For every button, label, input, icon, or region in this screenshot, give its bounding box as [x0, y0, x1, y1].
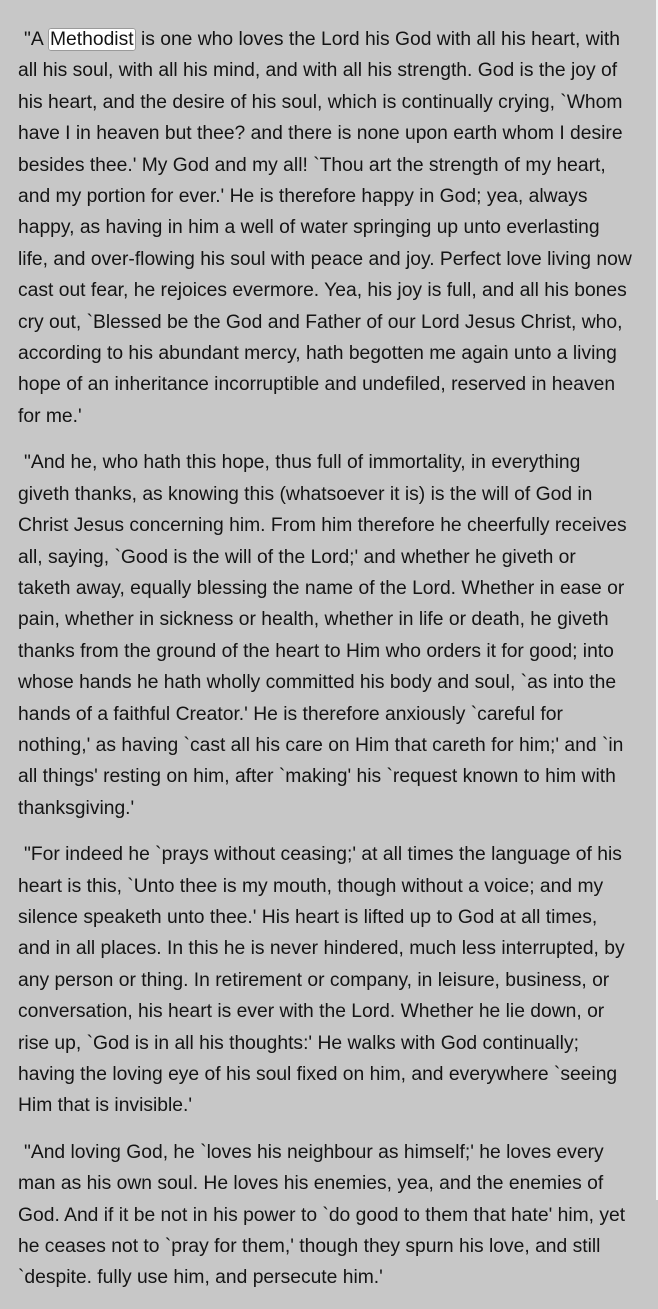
highlighted-word[interactable]: Methodist: [50, 29, 134, 50]
paragraph-3: "For indeed he `prays without ceasing;' at all times the language of his heart is this, `Unto thee is my mouth, though without a voice; and my silence speaketh unto thee.' His heart is lifted up to God at all times, and in all places. In this he is never hindered, much less interrupted, by any person or thing. In retirement or company, in leisure, business, or conversation, his heart is ever with the Lord. Whether he lie down, or rise up, `God is in all his thoughts:' He walks with God continually; having the loving eye of his soul fixed on him, and everywhere `seeing Him that is invisible.': [18, 844, 625, 1117]
paragraph-4: "And loving God, he `loves his neighbour as himself;' he loves every man as his own soul. He loves his enemies, yea, and the enemies of God. And if it be not in his power to `do good to them that hate' him, yet he ceases not to `pray for them,' though they spurn his love, and still `despite. fully use him, and persecute him.': [18, 1141, 626, 1289]
top-bar: [0, 0, 658, 6]
paragraph-1-rest: is one who loves the Lord his God with all his heart, with all his soul, with all his mind, and with all his strength. God is the joy of his heart, and the desire of his soul, which is continually crying, `Whom have I in heaven but thee? and there is none upon earth whom I desire besides thee.' My God and my all! `Thou art the strength of my heart, and my portion for ever.' He is therefore happy in God; yea, always happy, as having in him a well of water springing up unto everlasting life, and over-flowing his soul with peace and joy. Perfect love living now cast out fear, he rejoices evermore. Yea, his joy is full, and all his bones cry out, `Blessed be the God and Father of our Lord Jesus Christ, who, according to his abundant mercy, hath begotten me again unto a living hope of an inheritance incorruptible and undefiled, reserved in heaven for me.': [18, 29, 632, 427]
paragraph-2: "And he, who hath this hope, thus full of immortality, in everything giveth thanks, as knowing this (whatsoever it is) is the will of God in Christ Jesus concerning him. From him therefore he cheerfully receives all, saying, `Good is the will of the Lord;' and whether he giveth or taketh away, equally blessing the name of the Lord. Whether in ease or pain, whether in sickness or health, whether in life or death, he giveth thanks from the ground of the heart to Him who orders it for good; into whose hands he hath wholly committed his body and soul, `as into the hands of a faithful Creator.' He is therefore anxiously `careful for nothing,' as having `cast all his care on Him that careth for him;' and `in all things' resting on him, after `making' his `request known to him with thanksgiving.': [18, 452, 627, 819]
document-body: [0, 24, 652, 1309]
paragraph-1: [18, 24, 632, 432]
paragraph-1-lead: "A: [24, 29, 48, 50]
